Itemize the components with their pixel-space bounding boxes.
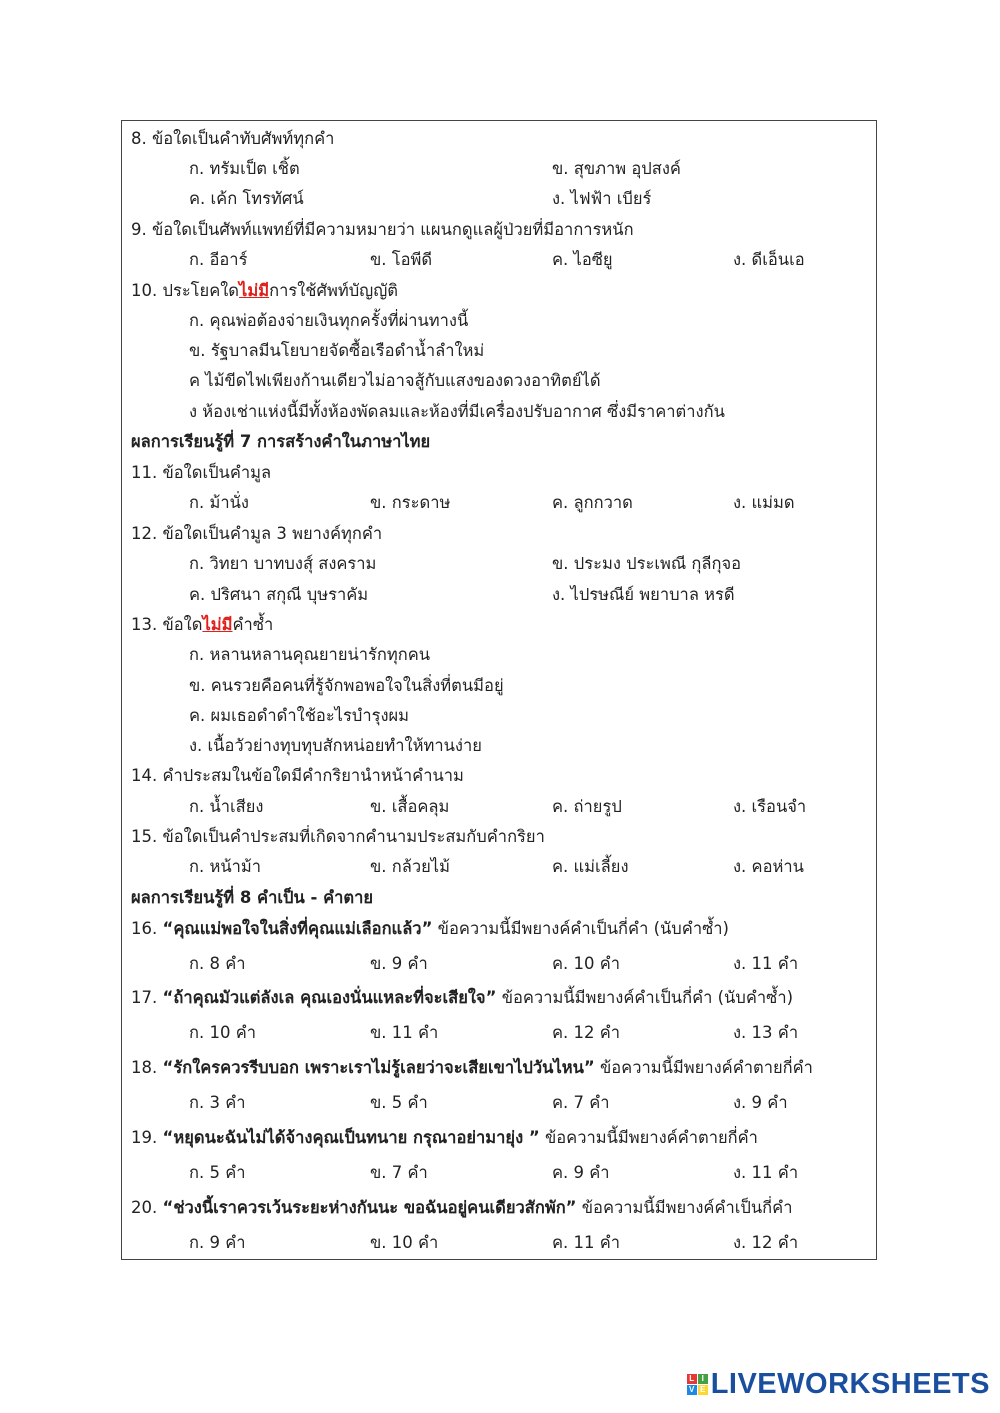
q19-option-a[interactable]: ก. 5 คำ: [189, 1163, 246, 1182]
question-15: 15. ข้อใดเป็นคำประสมที่เกิดจากคำนามประสมกับคำกริยา: [131, 827, 545, 846]
q8-option-d[interactable]: ง. ไฟฟ้า เบียร์: [552, 189, 652, 208]
q15-option-a[interactable]: ก. หน้าม้า: [189, 857, 262, 876]
q12-option-d[interactable]: ง. ไปรษณีย์ พยาบาล หรดี: [552, 585, 735, 604]
q9-option-c[interactable]: ค. ไอซียู: [552, 250, 613, 269]
q14-option-b[interactable]: ข. เสื้อคลุม: [370, 797, 450, 816]
q17-option-d[interactable]: ง. 13 คำ: [733, 1023, 799, 1042]
q18-option-b[interactable]: ข. 5 คำ: [370, 1093, 428, 1112]
question-11: 11. ข้อใดเป็นคำมูล: [131, 463, 272, 482]
q18-option-c[interactable]: ค. 7 คำ: [552, 1093, 610, 1112]
question-19: 19. “หยุดนะฉันไม่ได้จ้างคุณเป็นทนาย กรุณาอย่ามายุ่ง ” ข้อความนี้มีพยางค์คำตายกี่คำ: [131, 1128, 758, 1147]
question-20: 20. “ช่วงนี้เราควรเว้นระยะห่างกันนะ ขอฉันอยู่คนเดียวสักพัก” ข้อความนี้มีพยางค์คำเป็นกี่คำ: [131, 1198, 793, 1217]
q16-option-d[interactable]: ง. 11 คำ: [733, 954, 799, 973]
q9-option-b[interactable]: ข. โอพีดี: [370, 250, 433, 269]
q9-option-a[interactable]: ก. อีอาร์: [189, 250, 248, 269]
q19-option-d[interactable]: ง. 11 คำ: [733, 1163, 799, 1182]
q14-option-c[interactable]: ค. ถ่ายรูป: [552, 797, 622, 816]
q12-option-b[interactable]: ข. ประมง ประเพณี กุลีกุจอ: [552, 554, 742, 573]
q11-option-b[interactable]: ข. กระดาษ: [370, 493, 451, 512]
question-9: 9. ข้อใดเป็นศัพท์แพทย์ที่มีความหมายว่า แผนกดูแลผู้ป่วยที่มีอาการหนัก: [131, 220, 634, 239]
q10-option-b[interactable]: ข. รัฐบาลมีนโยบายจัดซื้อเรือดำน้ำลำใหม่: [189, 341, 485, 360]
q15-option-c[interactable]: ค. แม่เลี้ยง: [552, 857, 629, 876]
q18-option-a[interactable]: ก. 3 คำ: [189, 1093, 246, 1112]
q18-option-d[interactable]: ง. 9 คำ: [733, 1093, 788, 1112]
liveworksheets-logo[interactable]: [687, 1368, 990, 1401]
question-10: 10. ประโยคใดไม่มีการใช้ศัพท์บัญญัติ: [131, 281, 398, 300]
q8-option-b[interactable]: ข. สุขภาพ อุปสงค์: [552, 159, 681, 178]
logo-wordmark: LIVEWORKSHEETS: [710, 1368, 990, 1400]
q13-option-c[interactable]: ค. ผมเธอดำดำใช้อะไรบำรุงผม: [189, 706, 410, 725]
q16-option-c[interactable]: ค. 10 คำ: [552, 954, 621, 973]
question-16: 16. “คุณแม่พอใจในสิ่งที่คุณแม่เลือกแล้ว” ข้อความนี้มีพยางค์คำเป็นกี่คำ (นับคำซ้ำ): [131, 919, 729, 938]
q13-option-b[interactable]: ข. คนรวยคือคนที่รู้จักพอพอใจในสิ่งที่ตนมีอยู่: [189, 676, 504, 695]
q14-option-a[interactable]: ก. น้ำเสียง: [189, 797, 264, 816]
q16-option-b[interactable]: ข. 9 คำ: [370, 954, 428, 973]
q12-option-a[interactable]: ก. วิทยา บาทบงสุ์ สงคราม: [189, 554, 377, 573]
q15-option-b[interactable]: ข. กล้วยไม้: [370, 857, 450, 876]
q17-option-c[interactable]: ค. 12 คำ: [552, 1023, 621, 1042]
q16-option-a[interactable]: ก. 8 คำ: [189, 954, 246, 973]
q19-option-b[interactable]: ข. 7 คำ: [370, 1163, 428, 1182]
q8-option-c[interactable]: ค. เค้ก โทรทัศน์: [189, 189, 304, 208]
q11-option-c[interactable]: ค. ลูกกวาด: [552, 493, 633, 512]
logo-mark-icon: L I V E: [687, 1374, 708, 1395]
question-8: 8. ข้อใดเป็นคำทับศัพท์ทุกคำ: [131, 129, 335, 148]
q11-option-d[interactable]: ง. แม่มด: [733, 493, 795, 512]
section-heading-8: ผลการเรียนรู้ที่ 8 คำเป็น - คำตาย: [131, 888, 374, 907]
negation-highlight: ไม่มี: [202, 615, 233, 634]
negation-highlight: ไม่มี: [239, 281, 270, 300]
question-18: 18. “รักใครควรรีบบอก เพราะเราไม่รู้เลยว่าจะเสียเขาไปวันไหน” ข้อความนี้มีพยางค์คำตายกี่คำ: [131, 1058, 813, 1077]
q10-option-a[interactable]: ก. คุณพ่อต้องจ่ายเงินทุกครั้งที่ผ่านทางนี้: [189, 311, 469, 330]
section-heading-7: ผลการเรียนรู้ที่ 7 การสร้างคำในภาษาไทย: [131, 432, 431, 451]
question-17: 17. “ถ้าคุณมัวแต่ลังเล คุณเองนั่นแหละที่จะเสียใจ” ข้อความนี้มีพยางค์คำเป็นกี่คำ (นับคำซ้ำ): [131, 988, 794, 1007]
q13-option-d[interactable]: ง. เนื้อวัวย่างทุบทุบสักหน่อยทำให้ทานง่าย: [189, 736, 482, 755]
q14-option-d[interactable]: ง. เรือนจำ: [733, 797, 807, 816]
q8-option-a[interactable]: ก. ทรัมเป็ต เชิ้ต: [189, 159, 300, 178]
question-12: 12. ข้อใดเป็นคำมูล 3 พยางค์ทุกคำ: [131, 524, 383, 543]
q13-option-a[interactable]: ก. หลานหลานคุณยายน่ารักทุกคน: [189, 645, 431, 664]
q19-option-c[interactable]: ค. 9 คำ: [552, 1163, 610, 1182]
q10-option-d[interactable]: ง ห้องเช่าแห่งนี้มีทั้งห้องพัดลมและห้องที่มีเครื่องปรับอากาศ ซึ่งมีราคาต่างกัน: [189, 402, 725, 421]
q17-option-a[interactable]: ก. 10 คำ: [189, 1023, 257, 1042]
q17-option-b[interactable]: ข. 11 คำ: [370, 1023, 439, 1042]
q9-option-d[interactable]: ง. ดีเอ็นเอ: [733, 250, 805, 269]
q20-option-a[interactable]: ก. 9 คำ: [189, 1233, 246, 1252]
q12-option-c[interactable]: ค. ปริศนา สกุณี บุษราคัม: [189, 585, 369, 604]
q20-option-c[interactable]: ค. 11 คำ: [552, 1233, 621, 1252]
q20-option-b[interactable]: ข. 10 คำ: [370, 1233, 439, 1252]
question-14: 14. คำประสมในข้อใดมีคำกริยานำหน้าคำนาม: [131, 766, 464, 785]
q20-option-d[interactable]: ง. 12 คำ: [733, 1233, 799, 1252]
q15-option-d[interactable]: ง. คอห่าน: [733, 857, 804, 876]
question-13: 13. ข้อใดไม่มีคำซ้ำ: [131, 615, 274, 634]
q11-option-a[interactable]: ก. ม้านั่ง: [189, 493, 249, 512]
q10-option-c[interactable]: ค ไม้ขีดไฟเพียงก้านเดียวไม่อาจสู้กับแสงของดวงอาทิตย์ได้: [189, 371, 601, 390]
